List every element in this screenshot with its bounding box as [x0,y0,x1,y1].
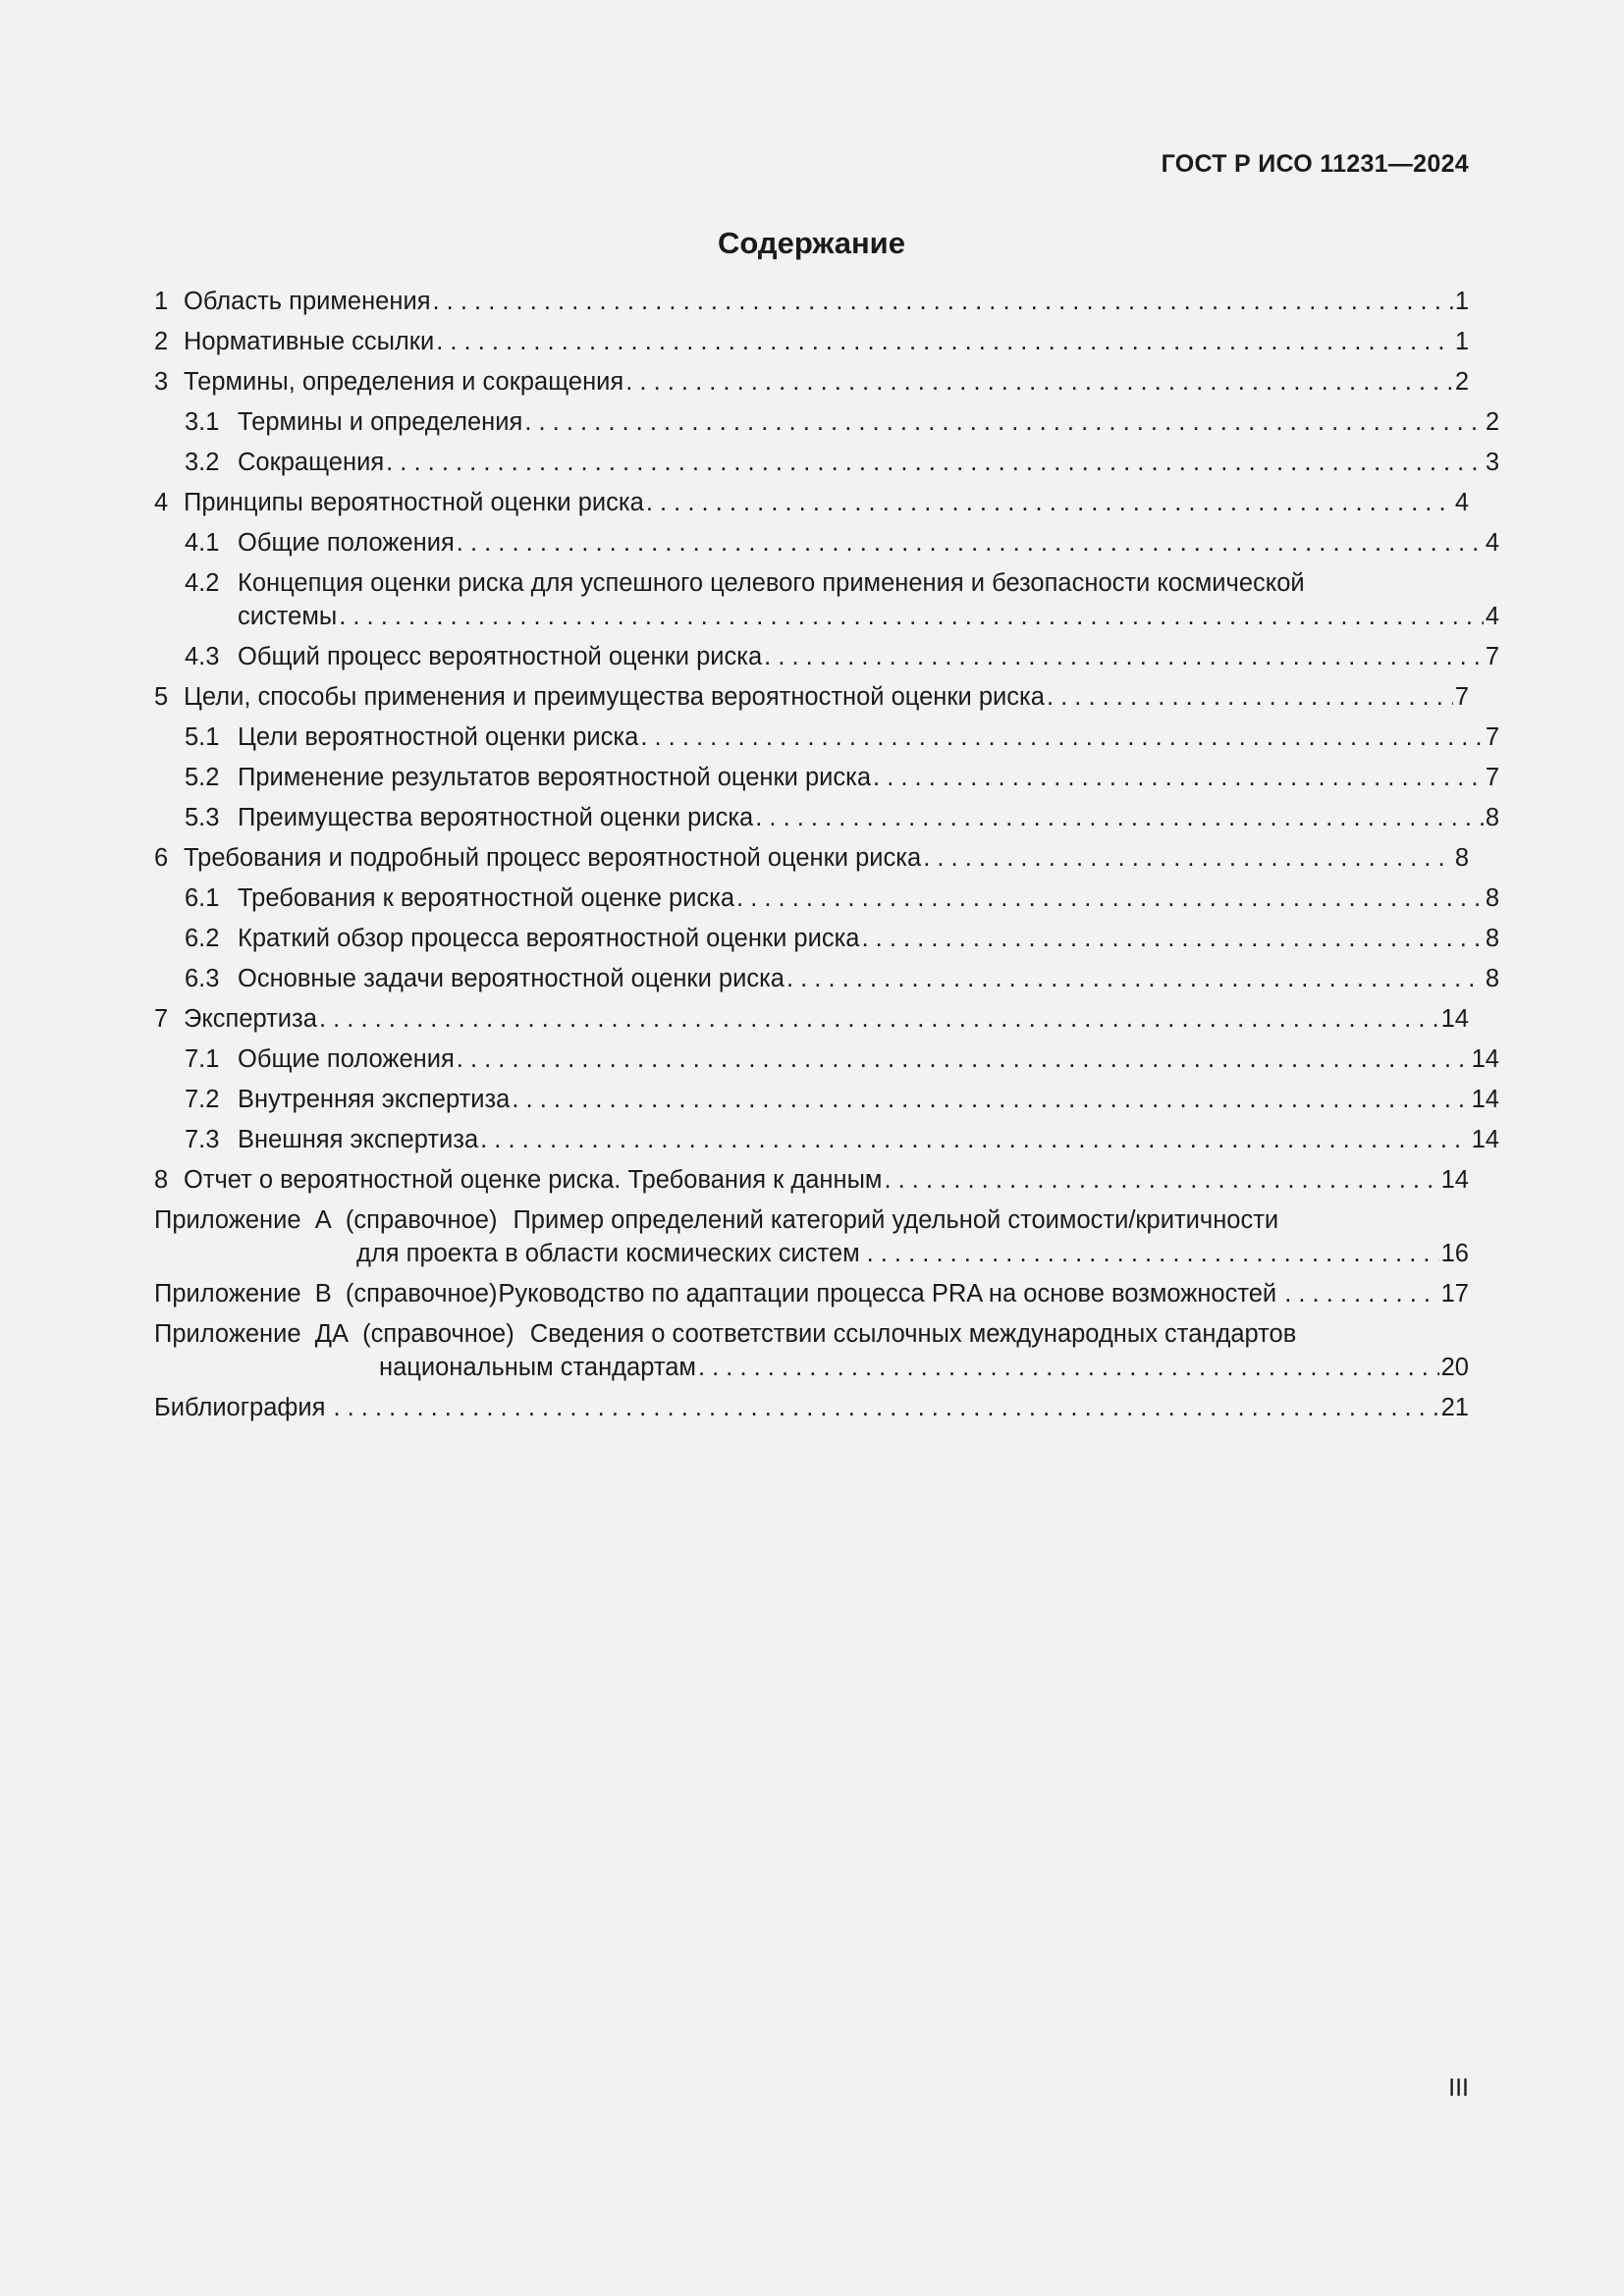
toc-entry-page: 14 [1471,1045,1499,1073]
appendix-title: Сведения о соответствии ссылочных международных стандартов [529,1320,1297,1348]
toc-entry-page: 2 [1454,368,1469,396]
toc-entry-page: 7 [1454,683,1469,711]
toc-entry-number: 4.1 [185,529,220,557]
leader-dots [512,1083,1469,1116]
toc-entry-number: 8 [154,1166,169,1194]
toc-entry-title: Нормативные ссылки [184,328,435,355]
leader-dots [646,486,1453,519]
toc-entry-page: 14 [1471,1126,1499,1153]
toc-title: Содержание [718,226,905,260]
toc-entry-page: 1 [1454,328,1469,355]
toc-entry[interactable] [154,841,1469,875]
toc-entry-number: 7 [154,1005,169,1033]
toc-entry-page: 14 [1440,1166,1469,1194]
toc-entry[interactable] [154,486,1469,519]
toc-entry-number: 3.1 [185,408,220,436]
document-code: ГОСТ Р ИСО 11231—2024 [1161,150,1469,178]
toc-entry-page: 1 [1454,288,1469,315]
leader-dots [436,325,1453,358]
toc-entry-title: Концепция оценки риска для успешного целевого применения и безопасности космической [238,569,1305,597]
toc-entry-page: 7 [1485,764,1499,791]
toc-entry-page: 8 [1485,884,1499,912]
leader-dots [339,600,1484,633]
toc-entry-page: 7 [1485,643,1499,670]
toc-entry-page: 2 [1485,408,1499,436]
toc-subentry[interactable] [154,801,1499,834]
toc-subentry[interactable] [154,1083,1499,1116]
toc-subentry[interactable] [154,1042,1499,1076]
appendix-label: Приложение В (справочное) [154,1280,498,1308]
toc-subentry[interactable] [154,881,1499,915]
toc-entry[interactable] [154,365,1469,399]
toc-entry-page: 8 [1485,804,1499,831]
appendix-page: 16 [1440,1240,1469,1267]
toc-entry[interactable] [154,1002,1469,1036]
toc-entry-title: Требования к вероятностной оценке риска [238,884,735,912]
toc-entry[interactable] [154,285,1469,318]
toc-entry-title: Отчет о вероятностной оценке риска. Требования к данным [184,1166,883,1194]
toc-entry-page: 14 [1440,1005,1469,1033]
leader-dots [625,365,1453,399]
appendix-title: Руководство по адаптации процесса PRA на основе возможностей [498,1280,1277,1308]
toc-entry-title: Требования и подробный процесс вероятностной оценки риска [184,844,922,872]
toc-entry-number: 6.3 [185,965,220,992]
leader-dots [333,1391,1438,1424]
leader-dots [923,841,1453,875]
toc-entry-page: 14 [1471,1086,1499,1113]
toc-entry-number: 6 [154,844,169,872]
leader-dots [386,446,1484,479]
toc-entry-title: Экспертиза [184,1005,317,1033]
appendix-title-continuation: национальным стандартам [379,1354,696,1381]
leader-dots [433,285,1453,318]
toc-entry-number: 7.3 [185,1126,220,1153]
toc-subentry[interactable] [154,962,1499,995]
leader-dots [1284,1277,1438,1310]
toc-entry-title: Термины и определения [238,408,523,436]
leader-dots [736,881,1484,915]
appendix-title: Пример определений категорий удельной стоимости/критичности [513,1206,1279,1234]
toc-entry-title: Цели вероятностной оценки риска [238,723,639,751]
toc-entry[interactable] [154,1163,1469,1197]
toc-entry-number: 7.1 [185,1045,220,1073]
toc-subentry[interactable] [154,526,1499,560]
toc-entry-number: 5 [154,683,169,711]
leader-dots [524,405,1484,439]
toc-entry-title: Общие положения [238,529,455,557]
toc-entry-title: Внутренняя экспертиза [238,1086,511,1113]
leader-dots [319,1002,1439,1036]
toc-entry-number: 5.3 [185,804,220,831]
toc-entry-number: 3.2 [185,449,220,476]
toc-subentry[interactable] [154,405,1499,439]
leader-dots [640,721,1484,754]
appendix-page: 20 [1440,1354,1469,1381]
toc-entry-number: 4.3 [185,643,220,670]
toc-entry-number: 7.2 [185,1086,220,1113]
toc-entry-page: 4 [1485,603,1499,630]
toc-entry-number: 4 [154,489,169,516]
toc-entry-title: Принципы вероятностной оценки риска [184,489,644,516]
toc-subentry[interactable] [154,640,1499,673]
toc-entry-title: Краткий обзор процесса вероятностной оценки риска [238,925,860,952]
toc-entry-number: 4.2 [185,569,220,597]
toc-subentry[interactable] [154,566,1499,633]
toc-entry-page: 8 [1454,844,1469,872]
toc-entry-number: 3 [154,368,169,396]
leader-dots [480,1123,1469,1156]
bibliography-page: 21 [1440,1394,1469,1421]
toc-entry-title: Общие положения [238,1045,455,1073]
toc-entry-page: 4 [1454,489,1469,516]
toc-appendix-a[interactable] [154,1203,1469,1270]
table-of-contents [154,285,1499,1431]
toc-entry-number: 1 [154,288,169,315]
appendix-title-continuation: для проекта в области космических систем [356,1240,860,1267]
leader-dots [755,801,1484,834]
leader-dots [698,1351,1439,1384]
toc-entry-number: 6.2 [185,925,220,952]
leader-dots [764,640,1484,673]
leader-dots [873,761,1484,794]
toc-entry-title: Область применения [184,288,431,315]
toc-entry-title-continuation: системы [238,603,338,630]
toc-subentry[interactable] [154,446,1499,479]
toc-appendix-da[interactable] [154,1317,1469,1384]
toc-entry-title: Преимущества вероятностной оценки риска [238,804,754,831]
toc-bibliography[interactable] [154,1391,1469,1424]
toc-entry-number: 6.1 [185,884,220,912]
toc-subentry[interactable] [154,1123,1499,1156]
bibliography-title: Библиография [154,1394,326,1421]
page-number: III [1448,2074,1469,2102]
toc-entry-title: Цели, способы применения и преимущества вероятностной оценки риска [184,683,1045,711]
toc-entry-page: 8 [1485,925,1499,952]
toc-entry-number: 5.2 [185,764,220,791]
toc-entry-page: 3 [1485,449,1499,476]
toc-entry-title: Термины, определения и сокращения [184,368,624,396]
appendix-label: Приложение ДА (справочное) [154,1320,514,1348]
toc-entry-number: 2 [154,328,169,355]
leader-dots [884,1163,1438,1197]
toc-entry-title: Общий процесс вероятностной оценки риска [238,643,763,670]
toc-subentry[interactable] [154,922,1499,955]
toc-entry-title: Сокращения [238,449,385,476]
toc-entry-number: 5.1 [185,723,220,751]
leader-dots [862,922,1484,955]
leader-dots [786,962,1484,995]
leader-dots [1047,680,1453,714]
toc-entry-page: 8 [1485,965,1499,992]
toc-subentry[interactable] [154,721,1499,754]
toc-entry-title: Применение результатов вероятностной оценки риска [238,764,872,791]
appendix-page: 17 [1440,1280,1469,1308]
leader-dots [457,526,1484,560]
toc-entry-page: 7 [1485,723,1499,751]
toc-entry-page: 4 [1485,529,1499,557]
toc-entry[interactable] [154,325,1469,358]
toc-entry-title: Основные задачи вероятностной оценки риска [238,965,785,992]
toc-subentry[interactable] [154,761,1499,794]
leader-dots [457,1042,1470,1076]
toc-entry[interactable] [154,680,1469,714]
appendix-label: Приложение А (справочное) [154,1206,498,1234]
leader-dots [867,1237,1439,1270]
toc-entry-title: Внешняя экспертиза [238,1126,479,1153]
toc-appendix-b[interactable] [154,1277,1469,1310]
